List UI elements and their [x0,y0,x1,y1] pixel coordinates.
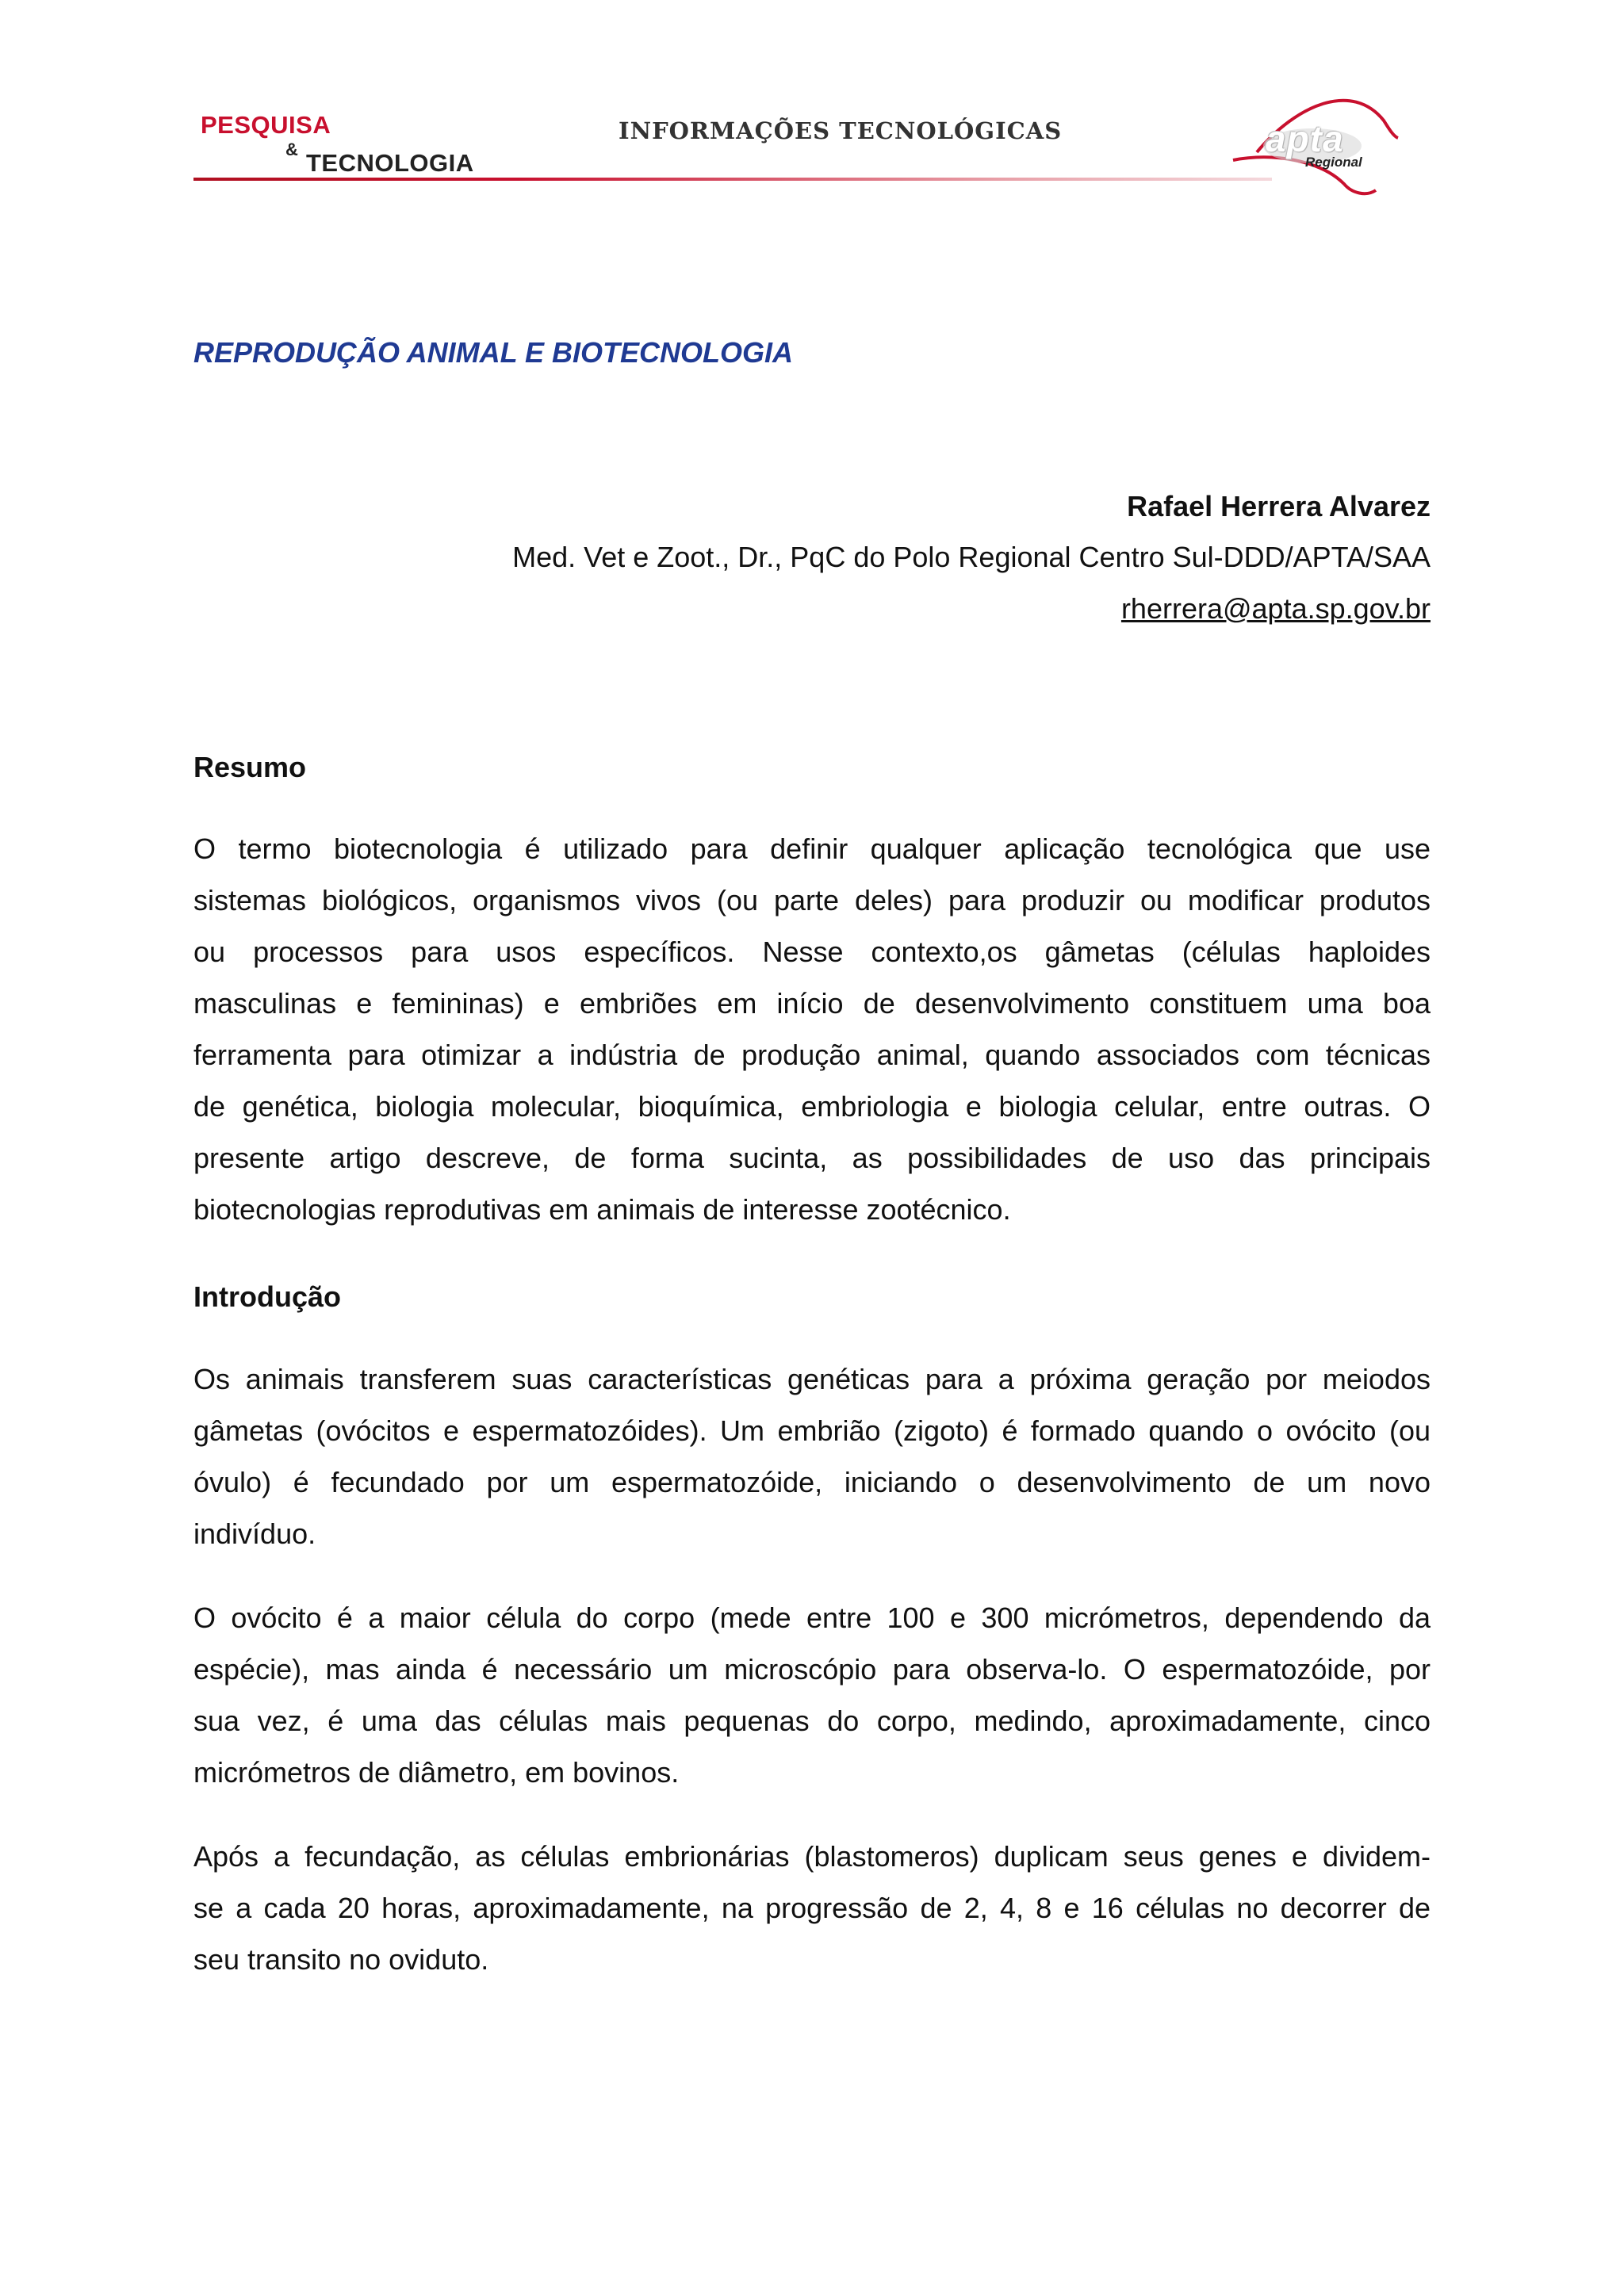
apta-logo-subtext: Regional [1305,155,1362,170]
intro-p2-line: sua vez, é uma das células mais pequenas do corpo, medindo, aproximadamente, cinco [193,1705,1431,1737]
section-heading-resumo: Resumo [193,751,307,783]
resumo-line: de genética, biologia molecular, bioquímica, embriologia e biologia celular, entre outras. O [193,1090,1431,1123]
brand-tecnologia: TECNOLOGIA [306,149,474,177]
intro-p2-line: espécie), mas ainda é necessário um microscópio para observa-lo. O espermatozóide, por [193,1653,1431,1686]
section-heading-introducao: Introdução [193,1280,341,1313]
intro-p1-line: indivíduo. [193,1517,316,1550]
resumo-line: sistemas biológicos, organismos vivos (ou parte deles) para produzir ou modificar produtos [193,884,1431,916]
intro-p1-line: Os animais transferem suas características genéticas para a próxima geração por meiodos [193,1363,1431,1395]
author-email-link[interactable]: rherrera@apta.sp.gov.br [1120,592,1431,625]
intro-p3-line: Após a fecundação, as células embrionárias (blastomeros) duplicam seus genes e dividem- [193,1840,1431,1873]
author-affiliation: Med. Vet e Zoot., Dr., PqC do Polo Regional Centro Sul-DDD/APTA/SAA [512,541,1431,573]
resumo-line: presente artigo descreve, de forma sucinta, as possibilidades de uso das principais [193,1142,1431,1174]
resumo-line: O termo biotecnologia é utilizado para definir qualquer aplicação tecnológica que use [193,832,1431,865]
intro-p3-line: se a cada 20 horas, aproximadamente, na progressão de 2, 4, 8 e 16 células no decorrer de [193,1892,1431,1924]
intro-p1-line: gâmetas (ovócitos e espermatozóides). Um embrião (zigoto) é formado quando o ovócito (ou [193,1414,1431,1447]
header-center-title: INFORMAÇÕES TECNOLÓGICAS [619,117,1063,144]
intro-p3-line: seu transito no oviduto. [193,1943,489,1976]
intro-p2-line: O ovócito é a maior célula do corpo (mede entre 100 e 300 micrómetros, dependendo da [193,1601,1431,1634]
brand-ampersand: & [285,140,298,159]
brand-pesquisa: PESQUISA [201,111,331,139]
author-name: Rafael Herrera Alvarez [1127,490,1431,522]
header-rule [193,178,1272,181]
intro-p1-line: óvulo) é fecundado por um espermatozóide, iniciando o desenvolvimento de um novo [193,1466,1431,1498]
resumo-line: masculinas e femininas) e embriões em início de desenvolvimento constituem uma boa [193,987,1431,1020]
resumo-line: ferramenta para otimizar a indústria de produção animal, quando associados com técnicas [193,1039,1431,1071]
page-title: REPRODUÇÃO ANIMAL E BIOTECNOLOGIA [193,336,794,369]
resumo-line: biotecnologias reprodutivas em animais de interesse zootécnico. [193,1193,1011,1226]
intro-p2-line: micrómetros de diâmetro, em bovinos. [193,1756,680,1789]
resumo-line: ou processos para usos específicos. Nesse contexto,os gâmetas (células haploides [193,936,1431,968]
apta-logo-text: apta [1266,118,1344,159]
